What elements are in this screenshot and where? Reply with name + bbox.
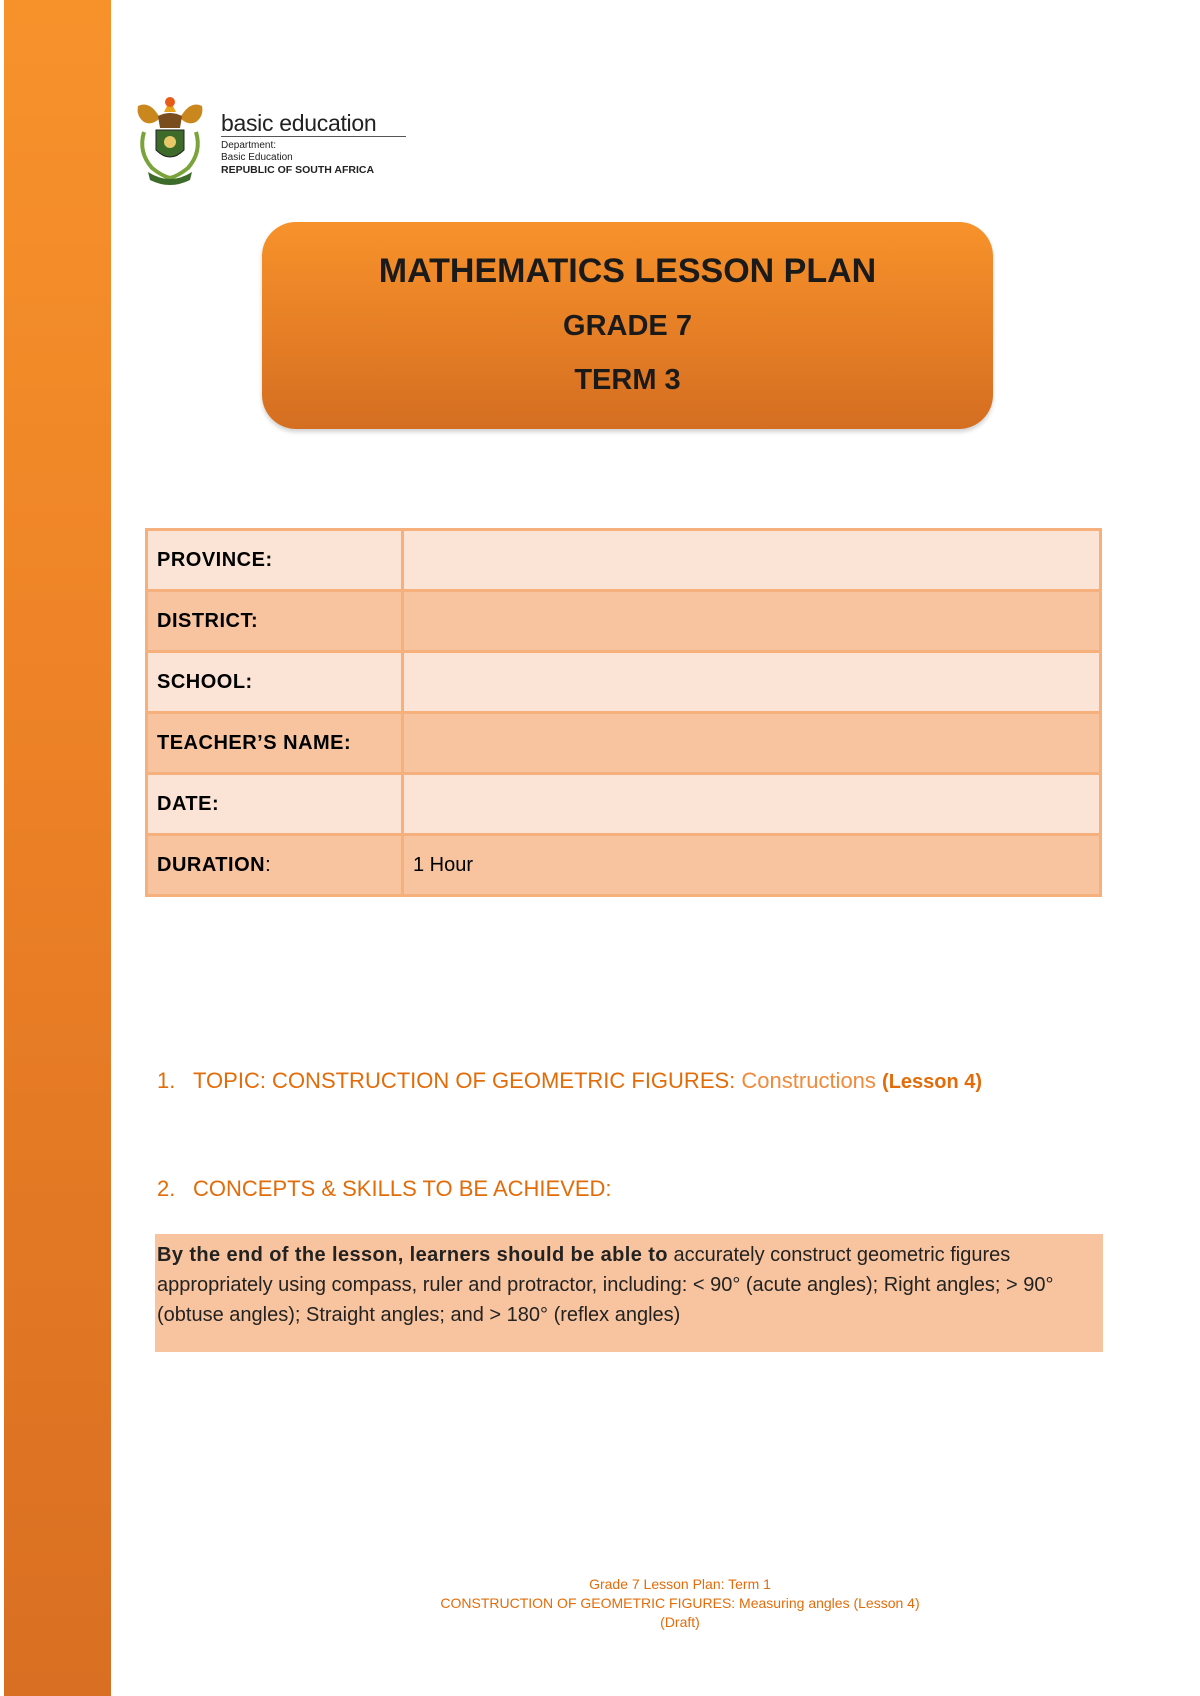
district-label: DISTRICT: bbox=[147, 591, 403, 652]
department-line-1: Department: bbox=[221, 140, 277, 151]
date-label: DATE: bbox=[147, 774, 403, 835]
topic-heading bbox=[157, 1068, 982, 1094]
term-label: TERM 3 bbox=[574, 364, 681, 396]
district-value[interactable] bbox=[403, 591, 1101, 652]
grade-label: GRADE 7 bbox=[563, 310, 692, 342]
footer-line-3: (Draft) bbox=[660, 1614, 700, 1630]
concepts-heading bbox=[157, 1176, 612, 1202]
brand-divider bbox=[221, 136, 406, 137]
school-label: SCHOOL: bbox=[147, 652, 403, 713]
duration-label bbox=[147, 835, 403, 896]
province-label: PROVINCE: bbox=[147, 530, 403, 591]
date-value[interactable] bbox=[403, 774, 1101, 835]
concepts-label: CONCEPTS & SKILLS TO BE ACHIEVED: bbox=[193, 1176, 612, 1201]
topic-subtopic: Constructions bbox=[741, 1068, 876, 1093]
footer-line-2: CONSTRUCTION OF GEOMETRIC FIGURES: Measuring angles (Lesson 4) bbox=[440, 1595, 920, 1611]
coat-of-arms-icon bbox=[130, 92, 210, 188]
concepts-lead: By the end of the lesson, learners should be able to bbox=[157, 1244, 668, 1266]
topic-number: 1. bbox=[157, 1068, 176, 1093]
duration-label-colon: : bbox=[265, 853, 272, 876]
department-logo bbox=[130, 92, 420, 188]
title-banner bbox=[262, 222, 993, 429]
table-row bbox=[147, 652, 1101, 713]
teacher-name-value[interactable] bbox=[403, 713, 1101, 774]
document-title: MATHEMATICS LESSON PLAN bbox=[378, 252, 877, 290]
table-row bbox=[147, 835, 1101, 896]
topic-label: TOPIC: CONSTRUCTION OF GEOMETRIC FIGURES: bbox=[193, 1068, 736, 1093]
table-row bbox=[147, 713, 1101, 774]
table-row bbox=[147, 530, 1101, 591]
province-value[interactable] bbox=[403, 530, 1101, 591]
topic-lesson: (Lesson 4) bbox=[882, 1071, 983, 1093]
teacher-name-label: TEACHER’S NAME: bbox=[147, 713, 403, 774]
footer-line-1: Grade 7 Lesson Plan: Term 1 bbox=[589, 1576, 771, 1592]
page-footer bbox=[300, 1575, 1060, 1632]
table-row bbox=[147, 591, 1101, 652]
country-name: REPUBLIC OF SOUTH AFRICA bbox=[221, 164, 375, 176]
duration-value[interactable]: 1 Hour bbox=[403, 835, 1101, 896]
lesson-info-table bbox=[145, 528, 1102, 897]
decorative-side-bar bbox=[4, 0, 111, 1696]
concepts-body: accurately construct geometric figures appropriately using compass, ruler and protractor, including: < 90° (acute angles); Right angles; > 90° (obtuse angles); Straight angles; and > 180° (reflex angles) bbox=[157, 1244, 1054, 1326]
concepts-number: 2. bbox=[157, 1176, 176, 1201]
school-value[interactable] bbox=[403, 652, 1101, 713]
brand-name: basic education bbox=[221, 110, 377, 136]
duration-label-text: DURATION bbox=[157, 853, 266, 876]
table-row bbox=[147, 774, 1101, 835]
concepts-description bbox=[155, 1234, 1103, 1352]
department-line-2: Basic Education bbox=[221, 152, 293, 163]
